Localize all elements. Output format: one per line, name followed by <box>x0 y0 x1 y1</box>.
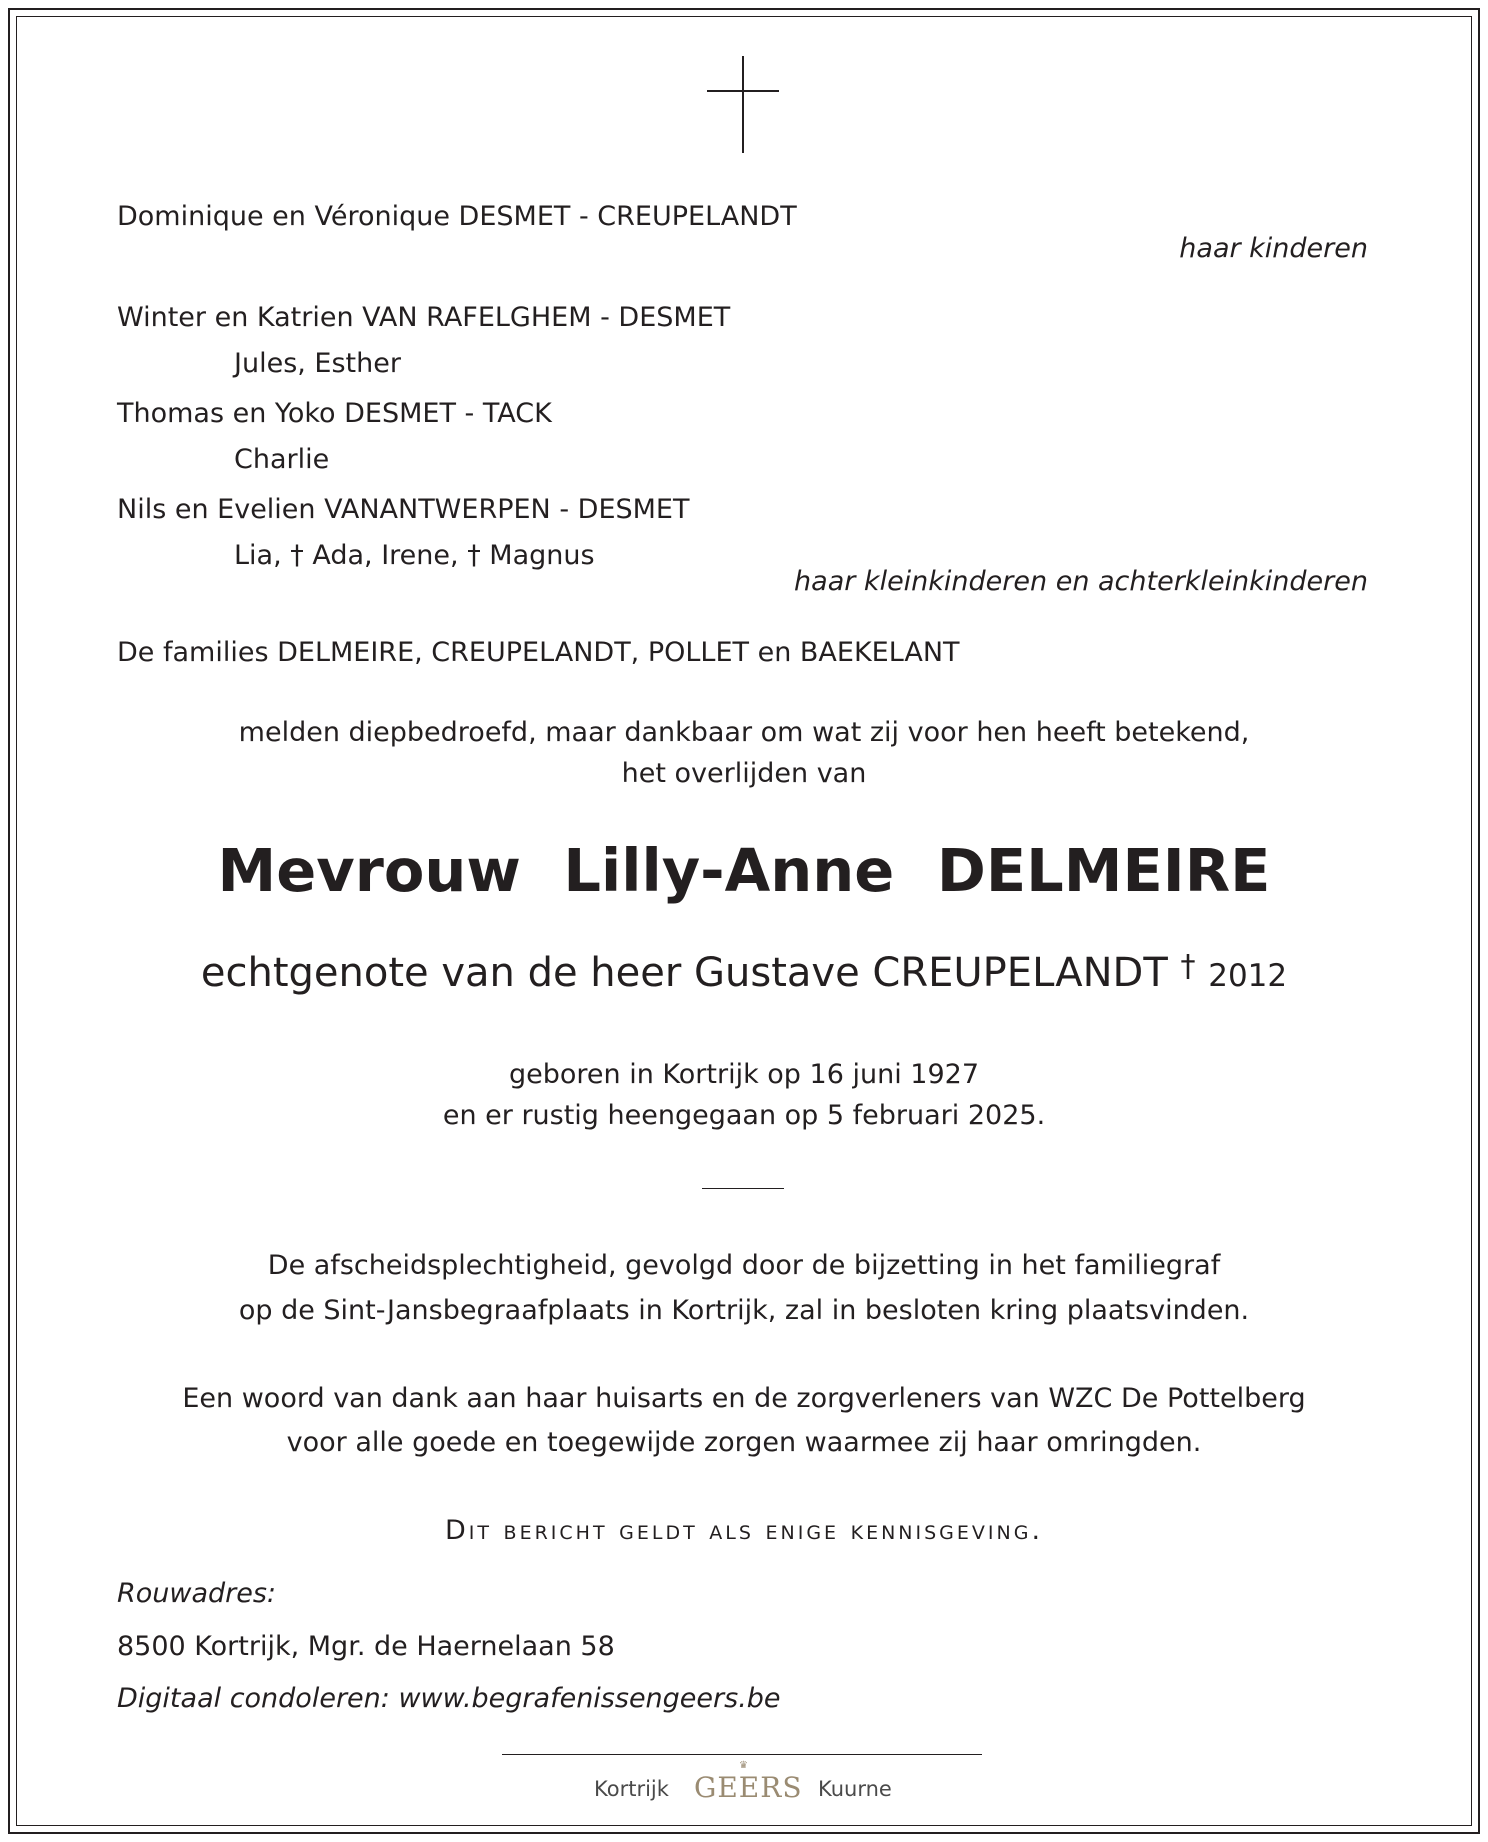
geers-logo: GEERS <box>694 1771 803 1804</box>
footer-city-right: Kuurne <box>818 1777 892 1801</box>
spouse-line: echtgenote van de heer Gustave CREUPELANDT † 2012 <box>200 949 1288 996</box>
dagger-icon: † <box>1180 949 1196 984</box>
deceased-name <box>0 836 1488 906</box>
grandchildren-parents-2: Thomas en Yoko DESMET - TACK <box>117 398 552 429</box>
short-divider <box>702 1188 784 1189</box>
born-line: geboren in Kortrijk op 16 juni 1927 <box>508 1059 979 1090</box>
footer-city-left: Kortrijk <box>594 1777 669 1801</box>
crown-icon: ♛ <box>739 1760 748 1771</box>
notice-line: Dit bericht geldt als enige kennisgeving. <box>444 1515 1044 1546</box>
children-label: haar kinderen <box>1179 233 1368 264</box>
dagger-icon: † <box>290 540 304 571</box>
announcement-line-2: het overlijden van <box>621 758 867 789</box>
children-names: Dominique en Véronique DESMET - CREUPELANDT <box>117 201 797 232</box>
footer-divider <box>502 1754 982 1755</box>
deceased-last-name: DELMEIRE <box>936 836 1271 905</box>
address-label: Rouwadres: <box>117 1578 277 1609</box>
inner-border <box>16 16 1472 1826</box>
condolences-line: Digitaal condoleren: www.begrafenissengeers.be <box>117 1683 781 1714</box>
thanks-line-2: voor alle goede en toegewijde zorgen waarmee zij haar omringden. <box>286 1427 1202 1458</box>
deceased-first-name: Lilly-Anne <box>563 836 895 905</box>
grandchildren-kids-2: Charlie <box>234 444 330 475</box>
ceremony-line-2: op de Sint-Jansbegraafplaats in Kortrijk, zal in besloten kring plaatsvinden. <box>238 1295 1250 1326</box>
grandchildren-parents-1: Winter en Katrien VAN RAFELGHEM - DESMET <box>117 302 731 333</box>
grandchildren-parents-3: Nils en Evelien VANANTWERPEN - DESMET <box>117 494 690 525</box>
ceremony-line-1: De afscheidsplechtigheid, gevolgd door de bijzetting in het familiegraf <box>267 1250 1221 1281</box>
grandchildren-kids-3: Lia, † Ada, Irene, † Magnus <box>234 540 595 571</box>
deceased-title: Mevrouw <box>217 836 521 905</box>
thanks-line-1: Een woord van dank aan haar huisarts en de zorgverleners van WZC De Pottelberg <box>182 1383 1306 1414</box>
families-line: De families DELMEIRE, CREUPELANDT, POLLET en BAEKELANT <box>117 637 960 668</box>
grandchildren-label: haar kleinkinderen en achterkleinkinderen <box>794 566 1368 597</box>
died-line: en er rustig heengegaan op 5 februari 2025. <box>442 1100 1046 1131</box>
dagger-icon: † <box>467 540 481 571</box>
grandchildren-kids-1: Jules, Esther <box>234 348 401 379</box>
announcement-line-1: melden diepbedroefd, maar dankbaar om wat zij voor hen heeft betekend, <box>238 717 1250 748</box>
address: 8500 Kortrijk, Mgr. de Haernelaan 58 <box>117 1631 615 1662</box>
